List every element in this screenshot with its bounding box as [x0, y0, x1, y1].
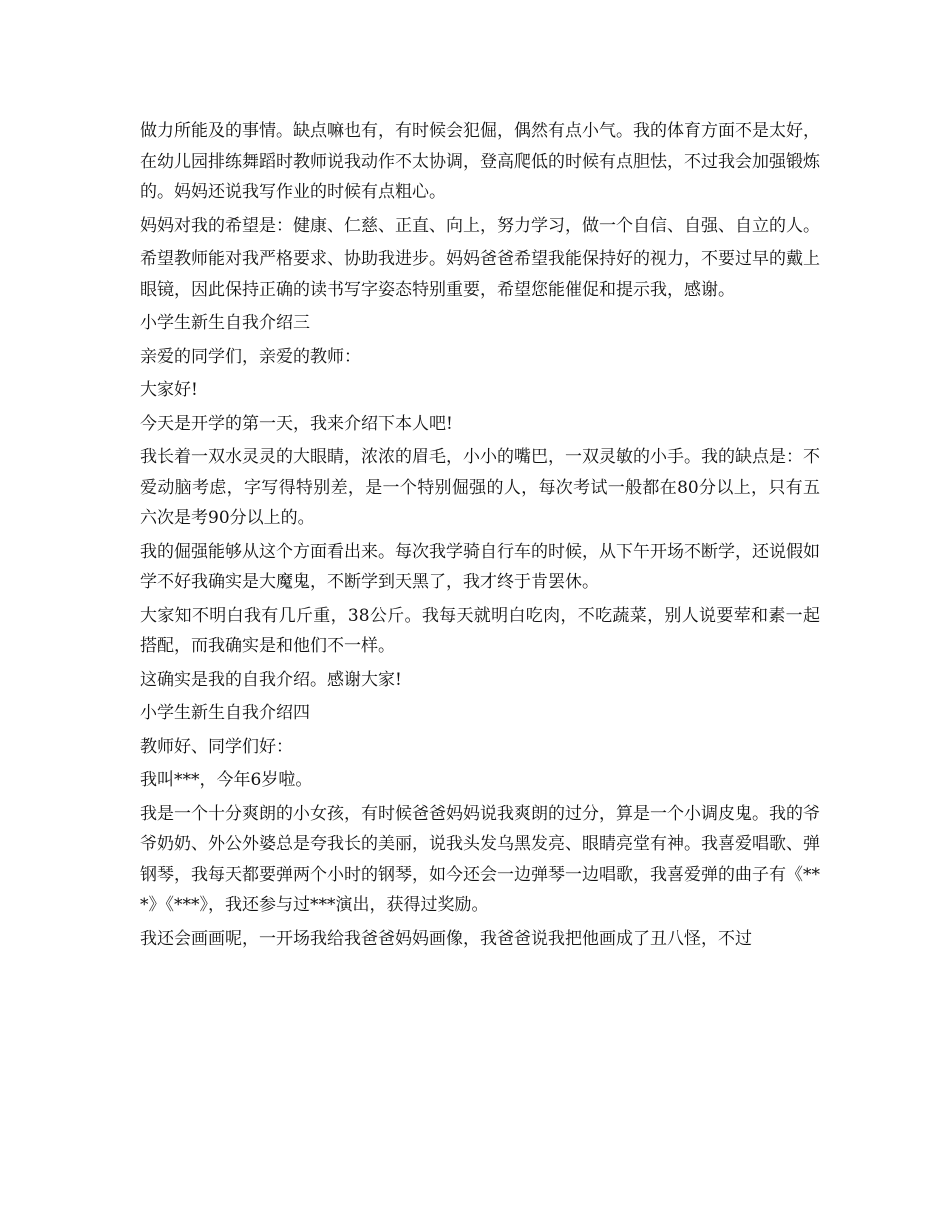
paragraph: 我是一个十分爽朗的小女孩，有时候爸爸妈妈说我爽朗的过分，算是一个小调皮鬼。我的爷爷奶奶、外公外婆总是夸我长的美丽，说我头发乌黑发亮、眼睛亮堂有神。我喜爱唱歌、弹钢琴，我每天都要弹两个小时的钢琴，如今还会一边弹琴一边唱歌，我喜爱弹的曲子有《***》《***》，我还参与过***演出，获得过奖励。	[140, 803, 820, 915]
paragraph: 妈妈对我的希望是：健康、仁慈、正直、向上，努力学习，做一个自信、自强、自立的人。	[140, 215, 820, 236]
paragraph: 大家知不明白我有几斤重，38公斤。我每天就明白吃肉，不吃蔬菜，别人说要荤和素一起搭配，而我确实是和他们不一样。	[140, 605, 820, 656]
paragraph: 做力所能及的事情。缺点嘛也有，有时候会犯倔，偶然有点小气。我的体育方面不是太好，在幼儿园排练舞蹈时教师说我动作不太协调，登高爬低的时候有点胆怯，不过我会加强锻炼的。妈妈还说我写作业的时候有点粗心。	[140, 121, 820, 202]
section-heading: 小学生新生自我介绍四	[140, 703, 310, 723]
paragraph: 大家好!	[140, 380, 198, 400]
paragraph: 我还会画画呢，一开场我给我爸爸妈妈画像，我爸爸说我把他画成了丑八怪，不过	[140, 928, 752, 949]
greeting: 亲爱的同学们，亲爱的教师：	[140, 346, 361, 367]
paragraph: 我叫***，今年6岁啦。	[140, 770, 313, 790]
greeting: 教师好、同学们好：	[140, 736, 293, 757]
section-heading: 小学生新生自我介绍三	[140, 313, 310, 333]
paragraph: 这确实是我的自我介绍。感谢大家!	[140, 669, 402, 690]
paragraph: 今天是开学的第一天，我来介绍下本人吧!	[140, 413, 453, 434]
paragraph: 希望教师能对我严格要求、协助我进步。妈妈爸爸希望我能保持好的视力，不要过早的戴上眼镜，因此保持正确的读书写字姿态特别重要，希望您能催促和提示我，感谢。	[140, 249, 820, 300]
document-page	[140, 116, 820, 957]
paragraph: 我的倔强能够从这个方面看出来。每次我学骑自行车的时候，从下午开场不断学，还说假如学不好我确实是大魔鬼，不断学到天黑了，我才终于肯罢休。	[140, 541, 820, 592]
paragraph: 我长着一双水灵灵的大眼睛，浓浓的眉毛，小小的嘴巴，一双灵敏的小手。我的缺点是：不爱动脑考虑，字写得特别差，是一个特别倔强的人，每次考试一般都在80分以上，只有五六次是考90分以上的。	[140, 447, 820, 528]
